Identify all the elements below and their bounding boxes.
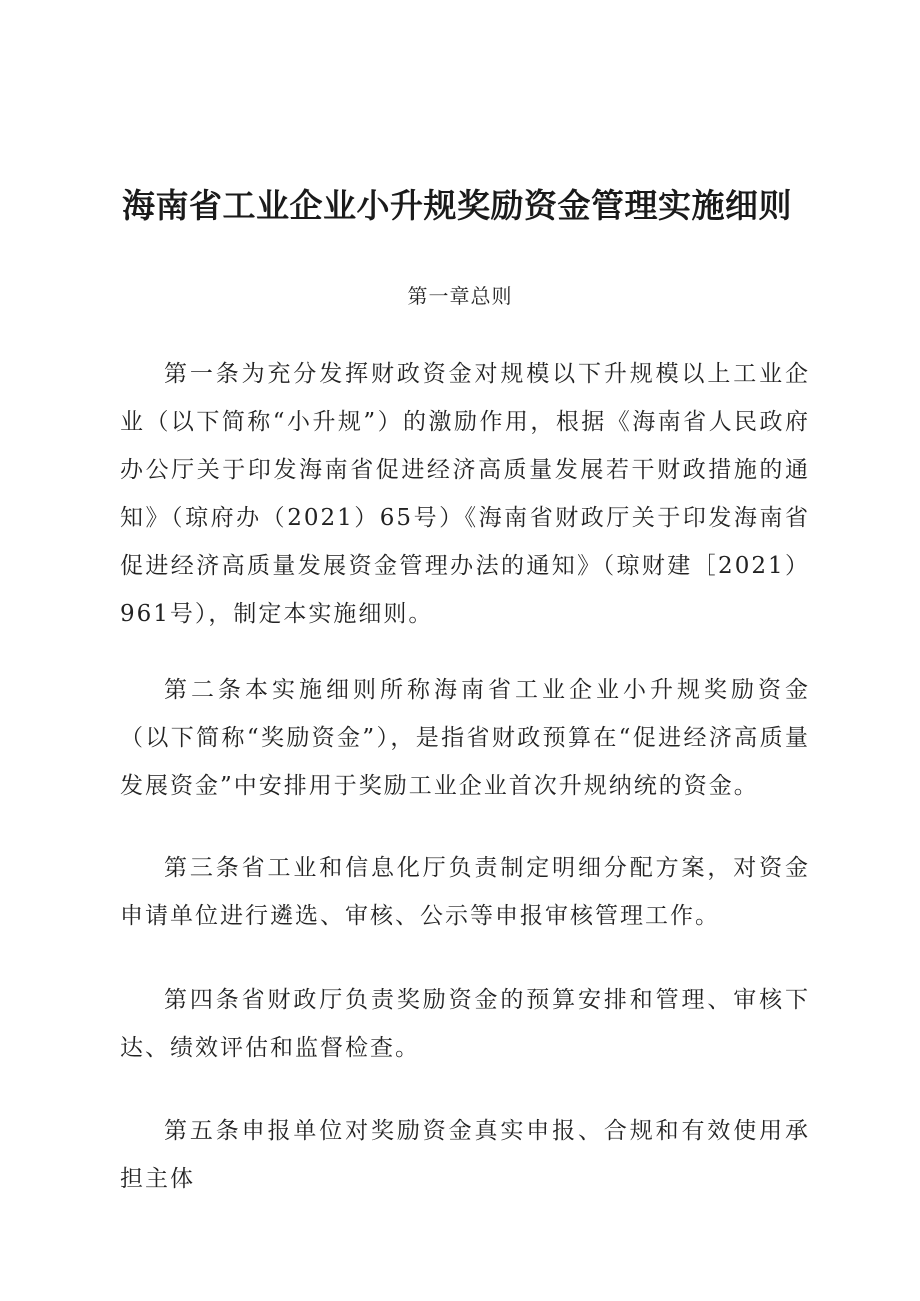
chapter-heading: 第一章总则	[407, 284, 513, 308]
article-paragraph: 第三条省工业和信息化厅负责制定明细分配方案，对资金申请单位进行遴选、审核、公示等申报审核管理工作。	[120, 855, 810, 929]
article-paragraph: 第四条省财政厅负责奖励资金的预算安排和管理、审核下达、绩效评估和监督检查。	[120, 987, 810, 1061]
article-paragraph: 第二条本实施细则所称海南省工业企业小升规奖励资金（以下简称“奖励资金”），是指省财政预算在“促进经济高质量发展资金”中安排用于奖励工业企业首次升规纳统的资金。	[120, 677, 810, 799]
article-paragraph: 第一条为充分发挥财政资金对规模以下升规模以上工业企业（以下简称“小升规”）的激励作用，根据《海南省人民政府办公厅关于印发海南省促进经济高质量发展若干财政措施的通知》（琼府办（2021）65号）《海南省财政厅关于印发海南省促进经济高质量发展资金管理办法的通知》（琼财建［2021）961号），制定本实施细则。	[120, 361, 810, 627]
document-title: 海南省工业企业小升规奖励资金管理实施细则	[122, 186, 792, 225]
article-paragraph: 第五条申报单位对奖励资金真实申报、合规和有效使用承担主体	[120, 1118, 810, 1192]
